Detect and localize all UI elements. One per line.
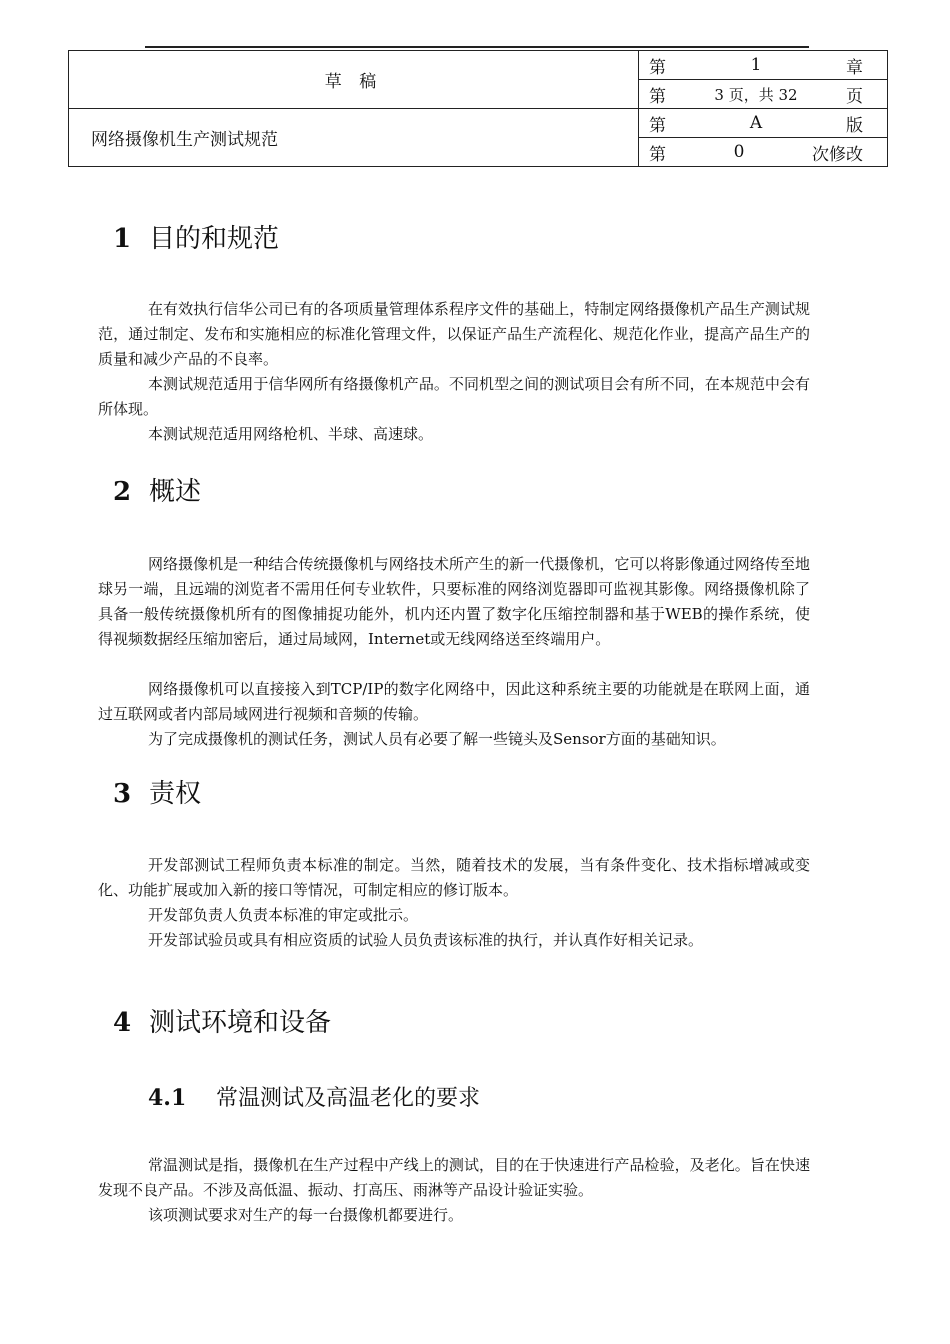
revision-prefix: 第 xyxy=(649,144,666,165)
document-title: 网络摄像机生产测试规范 xyxy=(69,109,639,167)
section-title: 目的和规范 xyxy=(149,224,280,254)
page-cell xyxy=(639,80,888,109)
section-title: 责权 xyxy=(149,779,202,809)
edition-prefix: 第 xyxy=(649,115,666,136)
paragraph: 常温测试是指，摄像机在生产过程中产线上的测试，目的在于快速进行产品检验，及老化。旨在快速发现不良产品。不涉及高低温、振动、打高压、雨淋等产品设计验证实验。 xyxy=(98,1156,810,1199)
section-number: 4 xyxy=(113,1008,132,1038)
paragraph: 网络摄像机可以直接接入到TCP/IP的数字化网络中，因此这种系统主要的功能就是在联网上面，通过互联网或者内部局域网进行视频和音频的传输。 xyxy=(98,680,810,723)
paragraph: 该项测试要求对生产的每一台摄像机都要进行。 xyxy=(148,1206,464,1224)
revision-suffix: 次修改 xyxy=(812,144,863,165)
section-number: 3 xyxy=(113,779,132,809)
paragraph: 本测试规范适用于信华网所有络摄像机产品。不同机型之间的测试项目会有所不同，在本规范中会有所体现。 xyxy=(98,375,810,418)
document-status: 草 稿 xyxy=(69,51,639,109)
paragraph: 开发部测试工程师负责本标准的制定。当然，随着技术的发展，当有条件变化、技术指标增减或变化、功能扩展或加入新的接口等情况，可制定相应的修订版本。 xyxy=(98,856,810,899)
subsection-number: 4.1 xyxy=(148,1085,187,1111)
section-heading-2 xyxy=(113,471,201,508)
section-heading-3 xyxy=(113,773,201,810)
paragraph: 在有效执行信华公司已有的各项质量管理体系程序文件的基础上，特制定网络摄像机产品生产测试规范，通过制定、发布和实施相应的标准化管理文件，以保证产品生产流程化、规范化作业，提高产品生产的质量和减少产品的不良率。 xyxy=(98,300,810,368)
edition-cell xyxy=(639,109,888,138)
paragraph: 开发部试验员或具有相应资质的试验人员负责该标准的执行，并认真作好相关记录。 xyxy=(148,931,704,949)
section-number: 2 xyxy=(113,477,132,507)
page-prefix: 第 xyxy=(649,86,666,107)
page-suffix: 页 xyxy=(846,86,863,107)
paragraph: 网络摄像机是一种结合传统摄像机与网络技术所产生的新一代摄像机，它可以将影像通过网络传至地球另一端，且远端的浏览者不需用任何专业软件，只要标准的网络浏览器即可监视其影像。网络摄像机除了具备一般传统摄像机所有的图像捕捉功能外，机内还内置了数字化压缩控制器和基于WEB的操作系统，使得视频数据经压缩加密后，通过局域网，Internet或无线网络送至终端用户。 xyxy=(98,555,810,648)
page-number: 3 页，共 32 xyxy=(714,85,798,104)
chapter-prefix: 第 xyxy=(649,57,666,78)
chapter-cell xyxy=(639,51,888,80)
edition-suffix: 版 xyxy=(846,115,863,136)
revision-cell xyxy=(639,138,888,167)
paragraph: 为了完成摄像机的测试任务，测试人员有必要了解一些镜头及Sensor方面的基础知识。 xyxy=(148,730,726,748)
section-title: 测试环境和设备 xyxy=(149,1008,332,1038)
paragraph: 本测试规范适用网络枪机、半球、高速球。 xyxy=(148,425,434,443)
subsection-heading-4-1 xyxy=(148,1081,480,1112)
paragraph: 开发部负责人负责本标准的审定或批示。 xyxy=(148,906,419,924)
header-top-rule xyxy=(145,46,809,48)
section-heading-4 xyxy=(113,1002,331,1039)
edition-value: A xyxy=(749,113,763,133)
section-title: 概述 xyxy=(149,477,202,507)
chapter-suffix: 章 xyxy=(846,57,863,78)
document-header-table xyxy=(68,50,888,167)
section-number: 1 xyxy=(113,224,132,254)
chapter-number: 1 xyxy=(750,55,762,75)
section-heading-1 xyxy=(113,218,279,255)
subsection-title: 常温测试及高温老化的要求 xyxy=(216,1086,481,1111)
revision-value: 0 xyxy=(733,142,745,162)
